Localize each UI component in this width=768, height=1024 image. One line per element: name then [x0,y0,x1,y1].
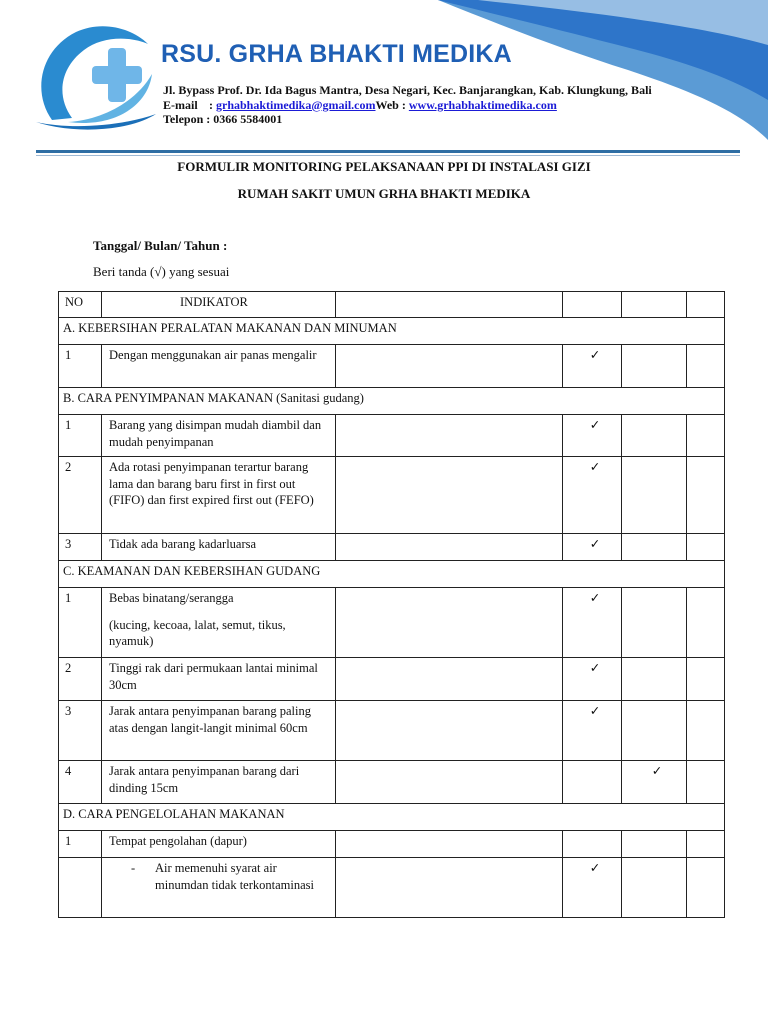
check-cell-1[interactable] [563,457,622,534]
hospital-logo-icon [32,22,160,132]
section-title: A. KEBERSIHAN PERALATAN MAKANAN DAN MINUMAN [59,318,725,345]
row-number: 3 [59,534,102,561]
check-cell-1[interactable] [563,761,622,804]
row-number: 2 [59,658,102,701]
check-cell-3[interactable] [687,701,725,761]
blank-cell [336,831,563,858]
section-title: B. CARA PENYIMPANAN MAKANAN (Sanitasi gudang) [59,388,725,415]
header-divider-thin [36,155,740,156]
table-row [59,415,725,457]
check-mark-icon: ✓ [589,661,601,675]
indicator-cell [102,701,336,761]
row-number: 1 [59,345,102,388]
indicator-text: Ada rotasi penyimpanan terartur barang lama dan barang baru first in first out (FIFO) dan first expired first out (FEFO) [109,460,314,507]
form-title: FORMULIR MONITORING PELAKSANAAN PPI DI INSTALASI GIZI [177,159,591,174]
date-label: Tanggal/ Bulan/ Tahun : [93,238,228,253]
indicator-text: Jarak antara penyimpanan barang dari dinding 15cm [109,764,300,795]
phone-line: Telepon : 0366 5584001 [163,112,283,126]
blank-cell [336,457,563,534]
section-row [59,388,725,415]
indicator-text: Jarak antara penyimpanan barang paling atas dengan langit-langit minimal 60cm [109,704,311,735]
check-mark-icon: ✓ [589,460,601,474]
check-cell-1[interactable] [563,345,622,388]
check-cell-1[interactable] [563,831,622,858]
check-cell-2[interactable] [622,588,687,658]
check-cell-1[interactable] [563,534,622,561]
email-link[interactable]: grhabhaktimedika@gmail.com [216,97,376,112]
blank-cell [336,588,563,658]
web-label: Web : [375,97,406,112]
table-row [59,701,725,761]
header-check-col-3 [687,292,725,318]
indicator-cell [102,457,336,534]
check-cell-1[interactable] [563,858,622,918]
contact-block [163,83,652,127]
check-mark-icon: ✓ [651,764,663,778]
table-row [59,858,725,918]
header-blank [336,292,563,318]
table-row [59,457,725,534]
header-no: NO [59,292,102,318]
hospital-name: RSU. GRHA BHAKTI MEDIKA [161,40,512,68]
header-divider [36,150,740,153]
indicator-text: Tidak ada barang kadarluarsa [109,537,257,551]
table-row [59,588,725,658]
row-number: 3 [59,701,102,761]
check-mark-icon: ✓ [589,591,601,605]
check-cell-1[interactable] [563,588,622,658]
indicator-cell [102,761,336,804]
blank-cell [336,761,563,804]
table-header-row [59,292,725,318]
blank-cell [336,415,563,457]
instruction-text: Beri tanda (√) yang sesuai [93,264,230,279]
check-mark-icon: ✓ [589,861,601,875]
table-body [59,292,725,918]
check-mark-icon: ✓ [589,348,601,362]
section-title: D. CARA PENGELOLAHAN MAKANAN [59,804,725,831]
check-cell-3[interactable] [687,831,725,858]
check-cell-1[interactable] [563,658,622,701]
indicator-text: Barang yang disimpan mudah diambil dan mudah penyimpanan [109,418,322,449]
check-mark-icon: ✓ [589,537,601,551]
check-cell-3[interactable] [687,534,725,561]
table-row [59,534,725,561]
check-cell-3[interactable] [687,415,725,457]
table-row [59,658,725,701]
section-row [59,561,725,588]
check-cell-2[interactable] [622,761,687,804]
blank-cell [336,858,563,918]
blank-cell [336,658,563,701]
row-number [59,858,102,918]
check-cell-3[interactable] [687,858,725,918]
indicator-cell [102,345,336,388]
bullet-item [109,860,331,893]
indicator-text: Air memenuhi syarat air minumdan tidak terkontaminasi [155,861,314,892]
check-cell-2[interactable] [622,658,687,701]
blank-cell [336,345,563,388]
row-number: 1 [59,588,102,658]
indicator-cell [102,415,336,457]
indicator-cell [102,658,336,701]
indicator-cell [102,588,336,658]
section-row [59,804,725,831]
row-number: 1 [59,415,102,457]
check-cell-2[interactable] [622,858,687,918]
form-subtitle: RUMAH SAKIT UMUN GRHA BHAKTI MEDIKA [237,186,531,201]
indicator-cell [102,858,336,918]
check-cell-2[interactable] [622,415,687,457]
row-number: 1 [59,831,102,858]
check-cell-2[interactable] [622,345,687,388]
indicator-text: Dengan menggunakan air panas mengalir [109,348,317,362]
monitoring-table [58,291,725,918]
indicator-text: Tinggi rak dari permukaan lantai minimal 30cm [109,661,318,692]
check-cell-2[interactable] [622,534,687,561]
email-sep: : [209,97,213,112]
check-cell-3[interactable] [687,761,725,804]
header-indicator: INDIKATOR [102,292,336,318]
email-web-line [163,98,652,113]
section-row [59,318,725,345]
address-line: Jl. Bypass Prof. Dr. Ida Bagus Mantra, Desa Negari, Kec. Banjarangkan, Kab. Klungkung, Bali [163,83,652,97]
check-cell-1[interactable] [563,415,622,457]
table-row [59,831,725,858]
indicator-text: Tempat pengolahan (dapur) [109,834,247,848]
row-number: 2 [59,457,102,534]
blank-cell [336,701,563,761]
header-check-col-1 [563,292,622,318]
bullet-dash: - [131,861,136,875]
check-cell-3[interactable] [687,345,725,388]
check-cell-3[interactable] [687,658,725,701]
check-cell-2[interactable] [622,831,687,858]
check-cell-2[interactable] [622,701,687,761]
indicator-cell [102,534,336,561]
indicator-cell [102,831,336,858]
table-row [59,345,725,388]
blank-cell [336,534,563,561]
row-number: 4 [59,761,102,804]
check-cell-3[interactable] [687,457,725,534]
check-cell-3[interactable] [687,588,725,658]
email-label: E-mail [163,97,198,112]
web-link[interactable]: www.grhabhaktimedika.com [408,97,557,112]
check-cell-1[interactable] [563,701,622,761]
check-mark-icon: ✓ [589,704,601,718]
check-mark-icon: ✓ [589,418,601,432]
indicator-subtext: (kucing, kecoaa, lalat, semut, tikus, nyamuk) [109,617,286,648]
header-check-col-2 [622,292,687,318]
indicator-text: Bebas binatang/serangga [109,591,234,605]
section-title: C. KEAMANAN DAN KEBERSIHAN GUDANG [59,561,725,588]
table-row [59,761,725,804]
check-cell-2[interactable] [622,457,687,534]
